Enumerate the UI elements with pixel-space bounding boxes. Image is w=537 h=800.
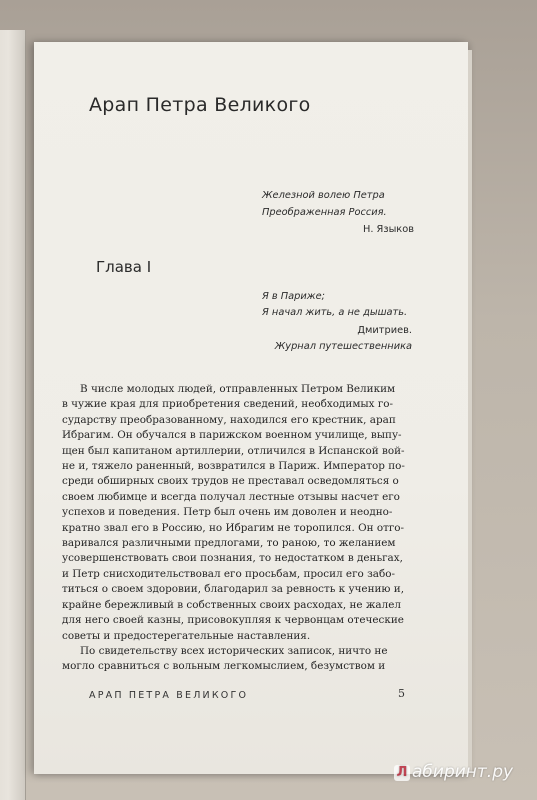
watermark bbox=[394, 762, 513, 782]
facing-page-edge bbox=[0, 30, 26, 800]
text-line: сударству преобразованному, находился его крестник, арап bbox=[62, 413, 396, 426]
text-line: щен был капитаном артиллерии, отличился в Испанской вой- bbox=[62, 444, 405, 457]
epigraph-2-source: Журнал путешественника bbox=[274, 341, 412, 352]
text-line: крайне бережливый в собственных своих расходах, не жалел bbox=[62, 598, 401, 611]
book-page bbox=[34, 42, 468, 774]
epigraph-1-author: Н. Языков bbox=[362, 224, 414, 235]
text-line: и Петр снисходительствовал его просьбам, просил его забо- bbox=[62, 567, 395, 580]
page-stack-edge bbox=[468, 50, 472, 772]
epigraph-1-line-2: Преображенная Россия. bbox=[262, 207, 387, 218]
epigraph-1-line-1: Железной волею Петра bbox=[262, 190, 385, 201]
text-line: могло сравниться с вольным легкомыслием, безумством и bbox=[62, 660, 386, 673]
text-line: титься о своем здоровии, благодарил за ревность к учению и, bbox=[62, 583, 405, 596]
text-line: По свидетельству всех исторических записок, ничто не bbox=[80, 644, 388, 657]
work-title: Арап Петра Великого bbox=[89, 94, 311, 116]
text-line: успехов и поведения. Петр был очень им доволен и неодно- bbox=[62, 506, 393, 519]
text-line: В числе молодых людей, отправленных Петром Великим bbox=[80, 383, 396, 395]
page-number: 5 bbox=[398, 687, 405, 700]
text-line: для него своей казны, присовокупляя к червонцам отеческие bbox=[62, 614, 404, 627]
running-head: АРАП ПЕТРА ВЕЛИКОГО bbox=[89, 690, 249, 701]
text-line: среди обширных своих трудов не преставал осведомляться о bbox=[62, 475, 399, 488]
text-line: Ибрагим. Он обучался в парижском военном училище, выпу- bbox=[62, 429, 402, 442]
text-line: своем любимце и всегда получал лестные отзывы насчет его bbox=[62, 490, 400, 503]
text-line: усовершенствовать свои познания, то недостатком в деньгах, bbox=[62, 552, 403, 565]
epigraph-2-line-2: Я начал жить, а не дышать. bbox=[262, 307, 408, 318]
body-paragraphs bbox=[62, 382, 444, 675]
text-line: не и, тяжело раненный, возвратился в Париж. Император по- bbox=[62, 460, 405, 473]
epigraph-2-author: Дмитриев. bbox=[357, 325, 412, 336]
text-line: варивался различными предлогами, то раною, то желанием bbox=[62, 537, 396, 550]
watermark-text: абиринт.ру bbox=[412, 762, 514, 782]
epigraph-2-line-1: Я в Париже; bbox=[262, 291, 325, 302]
chapter-heading: Глава I bbox=[96, 258, 152, 276]
text-line: кратно звал его в Россию, но Ибрагим не торопился. Он отго- bbox=[62, 521, 405, 534]
text-line: в чужие края для приобретения сведений, необходимых го- bbox=[62, 398, 394, 411]
text-line: советы и предостерегательные наставления. bbox=[62, 629, 311, 642]
labirint-logo-icon: Л bbox=[394, 765, 410, 781]
